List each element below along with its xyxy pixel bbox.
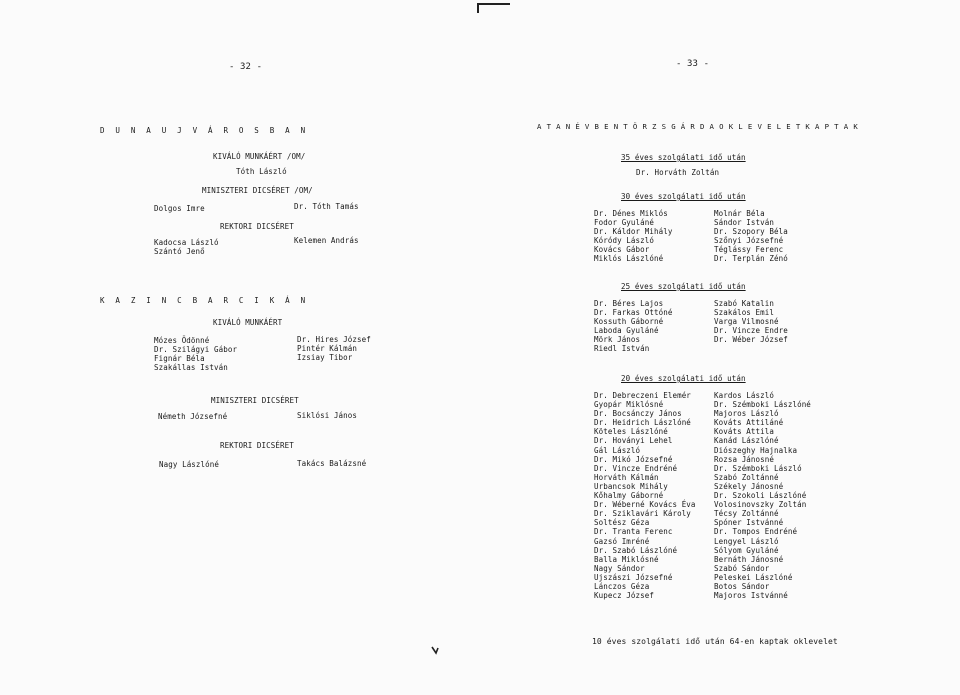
list-20-years-right: [714, 391, 811, 600]
list-25-years-right: [714, 299, 788, 344]
kivalo-heading-1: KIVÁLÓ MUNKÁÉRT /OM/: [213, 152, 306, 161]
list-item: Sólyom Gyuláné: [714, 545, 779, 555]
miniszteri-heading-2: MINISZTERI DICSÉRET: [211, 396, 299, 405]
list-item: Mózes Ödönné: [154, 336, 210, 345]
list-item: Téglássy Ferenc: [714, 245, 784, 255]
list-item: Kossuth Gáborné: [594, 317, 664, 327]
list-item: Riedl István: [594, 344, 650, 354]
list-item: Kovács Gábor: [594, 245, 650, 255]
miniszteri-right-name-2: Siklósi János: [297, 411, 357, 420]
list-item: Molnár Béla: [714, 209, 765, 218]
rektori-right-name-1: Kelemen András: [294, 236, 359, 245]
list-item: Dr. Hires József: [297, 335, 371, 344]
list-item: Dr. Debreczeni Elemér: [594, 391, 691, 400]
miniszteri-left-name-1: Dolgos Imre: [154, 204, 205, 213]
miniszteri-heading-1: MINISZTERI DICSÉRET /OM/: [202, 186, 313, 195]
list-item: Köteles Lászlóné: [594, 427, 668, 437]
list-item: Balla Miklósné: [594, 554, 659, 564]
list-item: Dr. Heidrich Lászlóné: [594, 418, 691, 428]
list-item: Laboda Gyuláné: [594, 326, 659, 336]
list-item: Gazsó Imréné: [594, 536, 650, 546]
list-item: Soltész Géza: [594, 518, 650, 528]
list-item: Dr. Tranta Ferenc: [594, 527, 673, 537]
heading-20-years: 20 éves szolgálati idő után: [621, 374, 746, 383]
list-item: Dr. Szabó Lászlóné: [594, 545, 678, 555]
rektori-heading-1: REKTORI DICSÉRET: [220, 222, 294, 231]
list-item: Dr. Szilágyi Gábor: [154, 345, 238, 355]
list-item: Técsy Zoltánné: [714, 509, 779, 519]
list-item: Gyopár Miklósné: [594, 400, 664, 410]
miniszteri-right-name-1: Dr. Tóth Tamás: [294, 202, 359, 211]
list-item: Lengyel László: [714, 536, 779, 546]
list-item: Ujszászi Józsefné: [594, 572, 673, 582]
list-item: Szántó Jenő: [154, 247, 205, 257]
list-item: Dr. Dénes Miklós: [594, 209, 668, 218]
list-item: Rozsa Jánosné: [714, 454, 774, 464]
list-item: Gál László: [594, 445, 641, 455]
list-item: Szabó Katalin: [714, 299, 774, 308]
kivalo-name-1: Tóth László: [236, 167, 287, 176]
list-item: Peleskei Lászlóné: [714, 572, 793, 582]
kivalo-right-list-2: [297, 335, 371, 362]
list-30-years-right: [714, 209, 788, 264]
list-item: Dr. Hoványi Lehel: [594, 436, 673, 446]
list-item: Miklós Lászlóné: [594, 254, 664, 264]
list-item: Fignár Béla: [154, 354, 205, 364]
rektori-left-list-1: [154, 238, 219, 256]
list-item: Dr. Vincze Endréné: [594, 463, 678, 473]
list-item: Szabó Sándor: [714, 563, 770, 573]
list-item: Székely Jánosné: [714, 481, 784, 491]
list-item: Kováts Attiláné: [714, 418, 784, 428]
left-page-number: - 32 -: [229, 62, 263, 72]
list-item: Dr. Wéberné Kovács Éva: [594, 500, 696, 510]
scan-mark-top: [474, 0, 514, 14]
list-item: Dr. Szémboki László: [714, 463, 802, 473]
list-item: Kadocsa László: [154, 238, 219, 247]
right-page-title: A T A N É V B E N T Ö R Z S G Á R D A O K L E V E L E T K A P T A K: [537, 122, 859, 131]
list-item: Bernáth Jánosné: [714, 554, 784, 564]
list-item: Kóródy László: [594, 236, 654, 246]
name-35-years: Dr. Horváth Zoltán: [636, 168, 720, 177]
right-page-number: - 33 -: [676, 59, 710, 69]
list-item: Mörk János: [594, 335, 641, 345]
list-item: Botos Sándor: [714, 581, 770, 591]
list-item: Szőnyi Józsefné: [714, 236, 784, 246]
kivalo-left-list-2: [154, 336, 237, 372]
city-title-dunaujvaros: D U N A U J V Á R O S B A N: [100, 126, 309, 135]
rektori-left-name-2: Nagy Lászlóné: [159, 460, 219, 469]
list-item: Dr. Béres Lajos: [594, 299, 664, 308]
list-item: Varga Vilmosné: [714, 317, 779, 327]
heading-30-years: 30 éves szolgálati idő után: [621, 192, 746, 201]
list-item: Dr. Káldor Mihály: [594, 227, 673, 237]
list-item: Horváth Kálmán: [594, 472, 659, 482]
list-item: Izsiay Tibor: [297, 353, 353, 363]
list-item: Pintér Kálmán: [297, 344, 357, 354]
list-item: Nagy Sándor: [594, 563, 645, 573]
list-item: Dr. Tompos Endréné: [714, 527, 798, 537]
kivalo-heading-2: KIVÁLÓ MUNKÁÉRT: [213, 318, 283, 327]
list-item: Majoros Istvánné: [714, 591, 788, 601]
list-item: Dr. Terplán Zénó: [714, 254, 788, 264]
list-item: Dr. Szokoli Lászlóné: [714, 491, 807, 501]
list-item: Dr. Sziklavári Károly: [594, 509, 691, 519]
list-item: Majoros László: [714, 409, 779, 419]
list-item: Szakállas István: [154, 363, 228, 373]
heading-25-years: 25 éves szolgálati idő után: [621, 282, 746, 291]
list-item: Spóner Istvánné: [714, 518, 784, 528]
list-item: Volosinovszky Zoltán: [714, 500, 807, 510]
list-item: Lánczos Géza: [594, 581, 650, 591]
heading-35-years: 35 éves szolgálati idő után: [621, 153, 746, 162]
list-item: Dr. Vincze Endre: [714, 326, 788, 336]
list-20-years-left: [594, 391, 696, 600]
list-item: Diószeghy Hajnalka: [714, 445, 798, 455]
list-item: Kőhalmy Gáborné: [594, 491, 664, 501]
list-item: Dr. Farkas Ottóné: [594, 308, 673, 318]
city-title-kazincbarcika: K A Z I N C B A R C I K Á N: [100, 296, 309, 305]
list-item: Szabó Zoltánné: [714, 472, 779, 482]
list-item: Dr. Szopory Béla: [714, 227, 788, 237]
list-item: Sándor István: [714, 218, 774, 228]
list-item: Fodor Gyuláné: [594, 218, 654, 228]
list-30-years-left: [594, 209, 672, 264]
scan-mark-bottom: [430, 645, 440, 655]
list-item: Dr. Szémboki Lászlóné: [714, 400, 811, 410]
rektori-heading-2: REKTORI DICSÉRET: [220, 441, 294, 450]
list-item: Kupecz József: [594, 591, 654, 601]
list-item: Dr. Wéber József: [714, 335, 788, 345]
list-item: Kováts Attila: [714, 427, 774, 437]
list-item: Kardos László: [714, 391, 774, 400]
miniszteri-left-name-2: Németh Józsefné: [158, 412, 228, 421]
list-item: Dr. Bocsánczy János: [594, 409, 682, 419]
ten-years-note: 10 éves szolgálati idő után 64-en kaptak oklevelet: [592, 637, 838, 646]
rektori-right-name-2: Takács Balázsné: [297, 459, 367, 468]
list-item: Dr. Mikó Józsefné: [594, 454, 673, 464]
list-25-years-left: [594, 299, 672, 354]
list-item: Kanád Lászlóné: [714, 436, 779, 446]
list-item: Urbancsok Mihály: [594, 481, 668, 491]
list-item: Szakálos Emil: [714, 308, 774, 318]
